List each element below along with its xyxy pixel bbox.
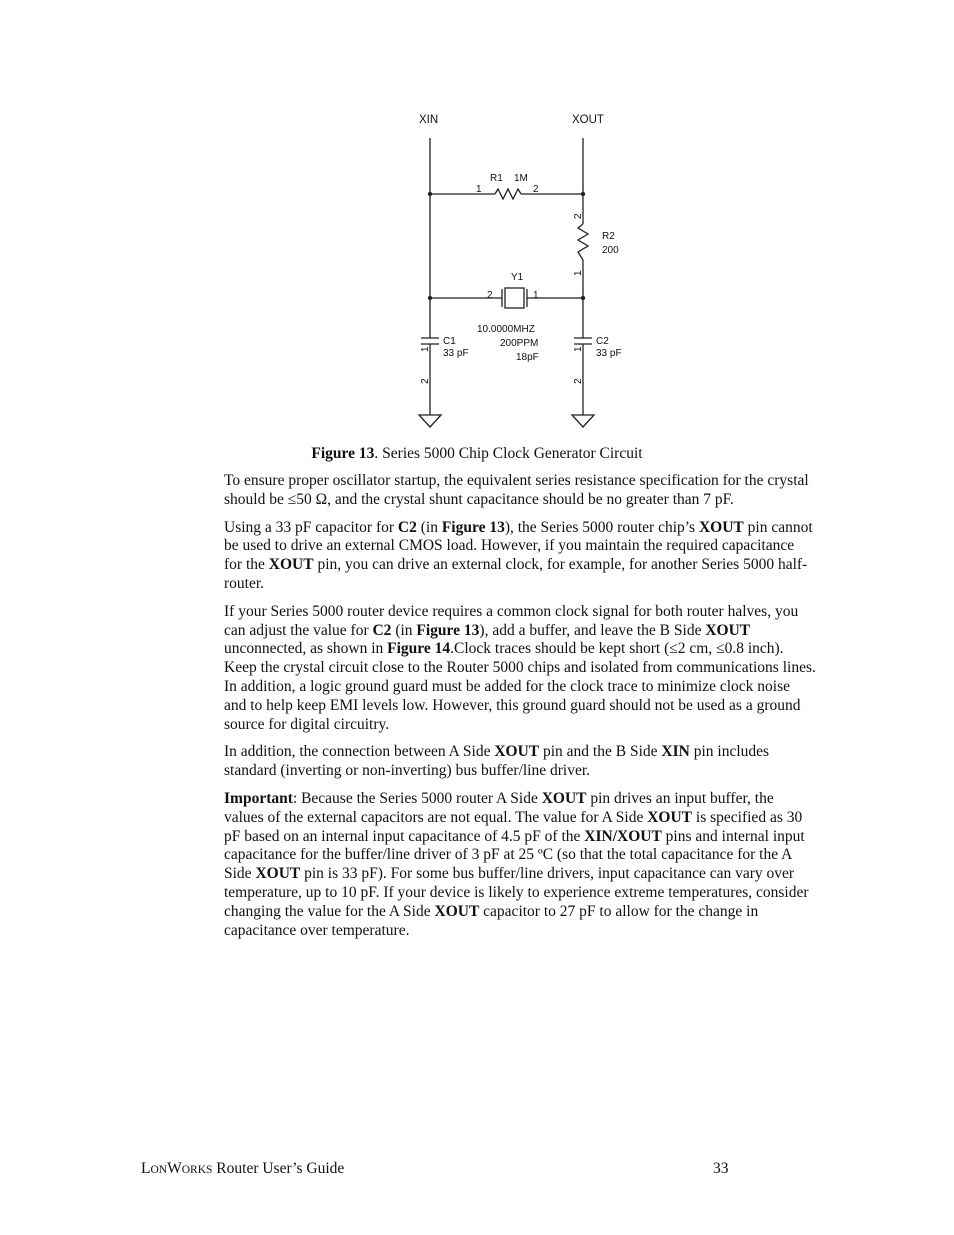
junction-dot (428, 192, 432, 196)
y1-frequency: 10.0000MHZ (477, 324, 535, 335)
y1-name: Y1 (511, 272, 524, 283)
xout-label: XOUT (572, 114, 604, 126)
c2-pin1: 1 (573, 346, 584, 352)
paragraph-esr: To ensure proper oscillator startup, the equivalent series resistance specification for the crystal should be ≤50 Ω, and the crystal shunt capacitance should be no greater than 7 pF. (224, 472, 809, 508)
paragraph-common-clock: If your Series 5000 router device requires a common clock signal for both router halves, you can adjust the value for C2 (in Figure 13), add a buffer, and leave the B Side XOUT unconnected, as shown in Figure 14.Clock traces should be kept short (≤2 cm, ≤0.8 inch). Keep the crystal circuit close to the Router 5000 chips and isolated from communications lines. In addition, a logic ground guard must be added for the clock trace to minimize clock noise and to help keep EMI levels low. However, this ground guard should not be used as a ground source for digital circuitry. (224, 602, 816, 733)
r1-value: 1M (514, 173, 528, 184)
y1-ppm: 200PPM (500, 338, 539, 349)
ground-symbol-left (419, 415, 441, 427)
c2-value: 33 pF (596, 348, 622, 359)
xin-label: XIN (419, 114, 439, 126)
c2-pin2: 2 (573, 378, 584, 384)
r2-name: R2 (602, 231, 615, 242)
paragraph-important-note: Important: Because the Series 5000 router A Side XOUT pin drives an input buffer, the values of the external capacitors are not equal. The value for A Side XOUT is specified as 30 pF based on an internal input capacitance of 4.5 pF of the XIN/XOUT pins and internal input capacitance for the buffer/line driver of 3 pF at 25 ºC (so that the total capacitance for the A Side XOUT pin is 33 pF). For some bus buffer/line drivers, input capacitance can vary over temperature, up to 10 pF. If your device is likely to experience extreme temperatures, consider changing the value for the A Side XOUT capacitor to 27 pF to allow for the change in capacitance over temperature. (224, 789, 809, 939)
y1-load: 18pF (516, 352, 539, 363)
junction-dot (581, 296, 585, 300)
r1-pin2: 2 (533, 184, 539, 195)
y1-pin1: 1 (533, 290, 539, 301)
figure-label: Figure 13 (311, 445, 375, 462)
y1-crystal (505, 288, 524, 308)
clock-generator-schematic (0, 0, 954, 440)
c1-pin2: 2 (420, 378, 431, 384)
junction-dot (581, 192, 585, 196)
figure-caption (0, 444, 954, 463)
r1-pin1: 1 (476, 184, 482, 195)
r2-value: 200 (602, 245, 619, 256)
junction-dot (428, 296, 432, 300)
y1-pin2: 2 (487, 290, 493, 301)
r2-resistor (578, 224, 588, 260)
ground-symbol-right (572, 415, 594, 427)
r1-name: R1 (490, 173, 503, 184)
c1-value: 33 pF (443, 348, 469, 359)
paragraph-bus-buffer: In addition, the connection between A Side XOUT pin and the B Side XIN pin includes standard (inverting or non-inverting) bus buffer/line driver. (224, 743, 770, 780)
c2-name: C2 (596, 336, 609, 347)
r1-resistor (495, 189, 521, 199)
r2-pin1: 1 (573, 270, 584, 276)
paragraph-c2-capacitor: Using a 33 pF capacitor for C2 (in Figure 13), the Series 5000 router chip’s XOUT pin cannot be used to drive an external CMOS load. However, if you maintain the required capacitance for the XOUT pin, you can drive an external clock, for example, for another Series 5000 half-router. (224, 518, 813, 592)
page-number: 33 (713, 1160, 729, 1177)
footer-document-title: LONWORKS Router User’s Guide (141, 1160, 345, 1177)
c1-name: C1 (443, 336, 456, 347)
r2-pin2: 2 (573, 213, 584, 219)
figure-caption-text: . Series 5000 Chip Clock Generator Circuit (374, 445, 643, 462)
body-text (224, 472, 816, 949)
c1-pin1: 1 (420, 346, 431, 352)
